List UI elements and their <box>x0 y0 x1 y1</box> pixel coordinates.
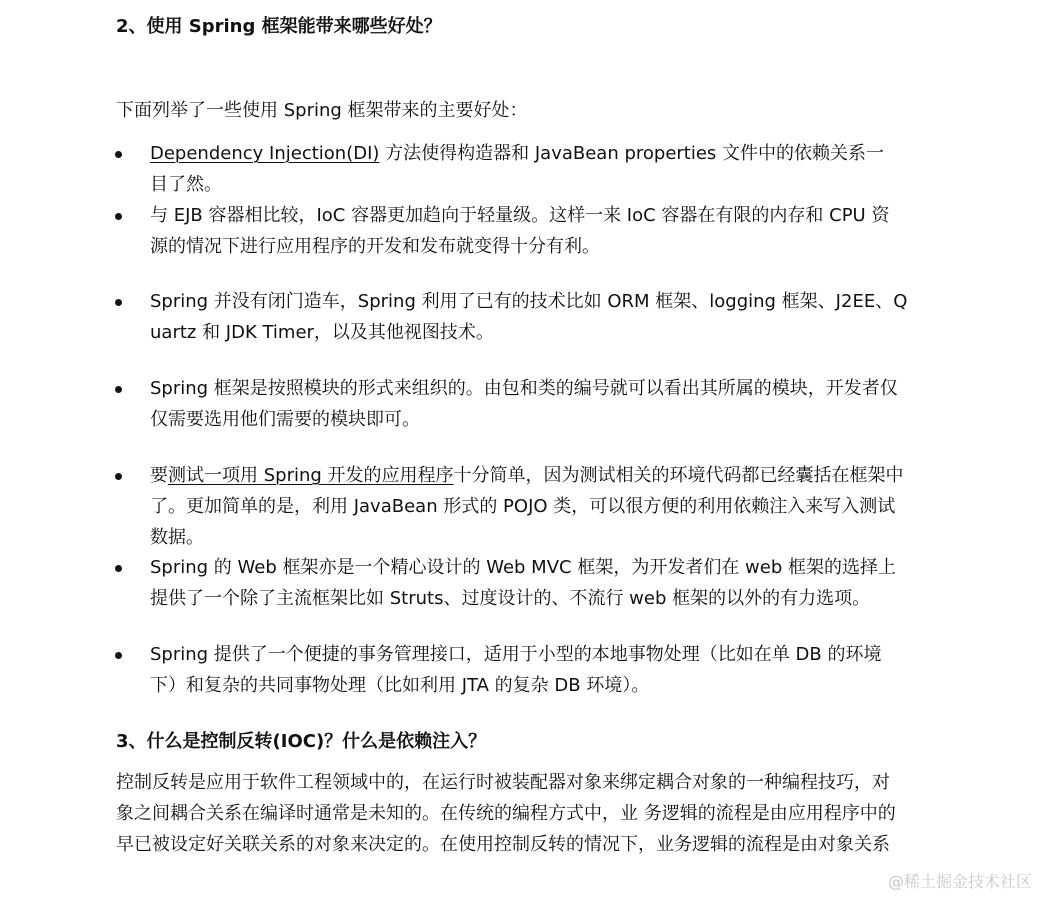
bullet-dot <box>115 299 122 306</box>
bullet-1-line-1-rest: 方法使得构造器和 JavaBean properties 文件中的依赖关系一 <box>379 143 885 164</box>
section3-line-1: 控制反转是应用于软件工程领域中的，在运行时被装配器对象来绑定耦合对象的一种编程技巧，对 <box>116 772 890 793</box>
bullet-2-line-2: 源的情况下进行应用程序的开发和发布就变得十分有利。 <box>150 236 600 257</box>
bullet-item-1 <box>150 138 950 200</box>
bullet-dot <box>115 473 122 480</box>
bullet-4-line-2: 仅需要选用他们需要的模块即可。 <box>150 409 420 430</box>
bullet-item-6 <box>150 552 950 614</box>
bullet-item-2 <box>150 200 950 262</box>
bullet-item-5 <box>150 460 950 553</box>
section3-line-3: 早已被设定好关联关系的对象来决定的。在使用控制反转的情况下，业务逻辑的流程是由对象关系 <box>116 834 890 855</box>
bullet-1-line-1 <box>150 138 950 169</box>
bullet-dot <box>115 652 122 659</box>
bullet-5-line-3: 数据。 <box>150 527 204 548</box>
bullet-1-line-2: 目了然。 <box>150 174 222 195</box>
bullet-4-line-1: Spring 框架是按照模块的形式来组织的。由包和类的编号就可以看出其所属的模块，开发者仅 <box>150 378 898 399</box>
watermark: @稀土掘金技术社区 <box>887 872 1032 891</box>
bullet-7-line-2: 下）和复杂的共同事物处理（比如利用 JTA 的复杂 DB 环境）。 <box>150 675 650 696</box>
bullet-2-line-1: 与 EJB 容器相比较，IoC 容器更加趋向于轻量级。这样一来 IoC 容器在有限的内存和 CPU 资 <box>150 205 890 226</box>
bullet-dot <box>115 386 122 393</box>
bullet-6-line-2: 提供了一个除了主流框架比如 Struts、过度设计的、不流行 web 框架的以外的有力选项。 <box>150 588 871 609</box>
bullet-dot <box>115 565 122 572</box>
bullet-item-7 <box>150 639 950 701</box>
bullet-5-line-1 <box>150 460 950 491</box>
section2-heading: 2、使用 Spring 框架能带来哪些好处？ <box>116 16 442 37</box>
bullet-dot <box>115 213 122 220</box>
bullet-6-line-1: Spring 的 Web 框架亦是一个精心设计的 Web MVC 框架，为开发者们在 web 框架的选择上 <box>150 557 896 578</box>
bullet-item-4 <box>150 373 950 435</box>
section3-heading: 3、什么是控制反转(IOC)？什么是依赖注入？ <box>116 731 487 752</box>
section2-intro: 下面列举了一些使用 Spring 框架带来的主要好处： <box>116 100 528 121</box>
testing-spring-app-link[interactable]: 测试一项用 Spring 开发的应用程序 <box>168 465 454 486</box>
section3-line-2: 象之间耦合关系在编译时通常是未知的。在传统的编程方式中，业 务逻辑的流程是由应用程序中的 <box>116 803 896 824</box>
bullet-dot <box>115 151 122 158</box>
bullet-7-line-1: Spring 提供了一个便捷的事务管理接口，适用于小型的本地事物处理（比如在单 DB 的环境 <box>150 644 882 665</box>
dependency-injection-link[interactable]: Dependency Injection(DI) <box>150 143 380 164</box>
bullet-3-line-2: uartz 和 JDK Timer，以及其他视图技术。 <box>150 322 494 343</box>
bullet-item-3 <box>150 286 950 348</box>
bullet-3-line-1: Spring 并没有闭门造车，Spring 利用了已有的技术比如 ORM 框架、logging 框架、J2EE、Q <box>150 291 908 312</box>
bullet-5-prefix: 要 <box>150 465 168 486</box>
section3-paragraph <box>116 767 896 860</box>
bullet-5-line-2: 了。更加简单的是，利用 JavaBean 形式的 POJO 类，可以很方便的利用依赖注入来写入测试 <box>150 496 896 517</box>
bullet-5-line-1-rest: 十分简单，因为测试相关的环境代码都已经囊括在框架中 <box>453 465 904 486</box>
